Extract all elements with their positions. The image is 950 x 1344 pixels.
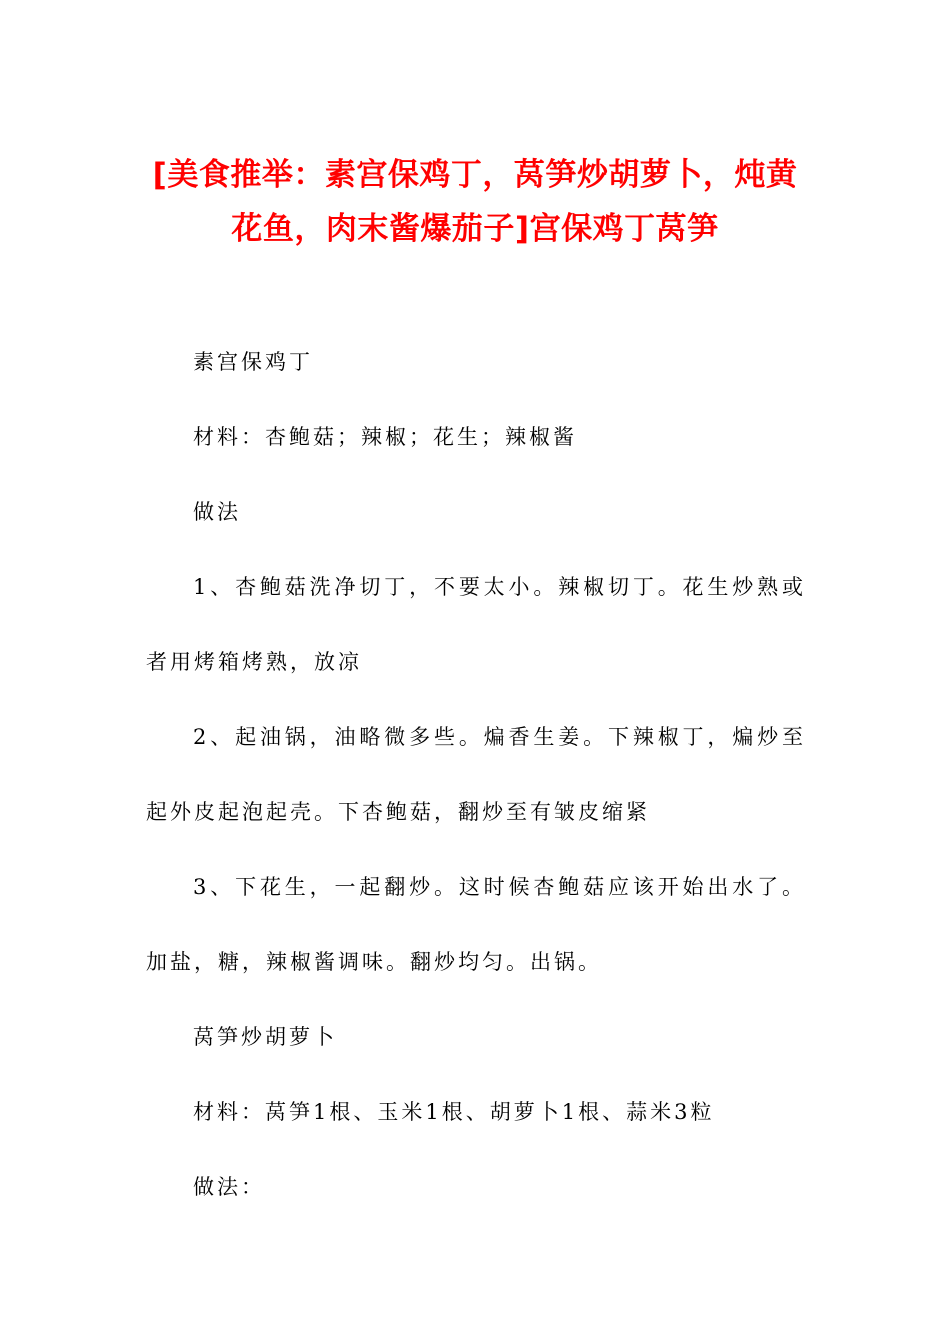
step-paragraph: 1、杏鲍菇洗净切丁，不要太小。辣椒切丁。花生炒熟或者用烤箱烤熟，放凉 bbox=[146, 575, 806, 674]
section-heading-su-gongbao: 素宫保鸡丁 bbox=[193, 350, 313, 374]
document-body bbox=[146, 325, 806, 1225]
step-paragraph: 3、下花生，一起翻炒。这时候杏鲍菇应该开始出水了。加盐，糖，辣椒酱调味。翻炒均匀。出锅。 bbox=[146, 875, 806, 974]
section-heading-lettuce-carrot: 莴笋炒胡萝卜 bbox=[193, 1025, 337, 1049]
document-title: [美食推举：素宫保鸡丁，莴笋炒胡萝卜，炖黄花鱼，肉末酱爆茄子]宫保鸡丁莴笋 bbox=[152, 157, 798, 247]
ingredients-paragraph: 材料：莴笋1根、玉米1根、胡萝卜1根、蒜米3粒 bbox=[193, 1100, 715, 1124]
method-heading: 做法： bbox=[193, 1175, 265, 1199]
step-paragraph: 2、起油锅，油略微多些。煸香生姜。下辣椒丁，煸炒至起外皮起泡起壳。下杏鲍菇，翻炒至有皱皮缩紧 bbox=[146, 725, 806, 824]
method-heading: 做法 bbox=[193, 500, 241, 524]
ingredients-paragraph: 材料：杏鲍菇；辣椒；花生；辣椒酱 bbox=[193, 425, 577, 449]
